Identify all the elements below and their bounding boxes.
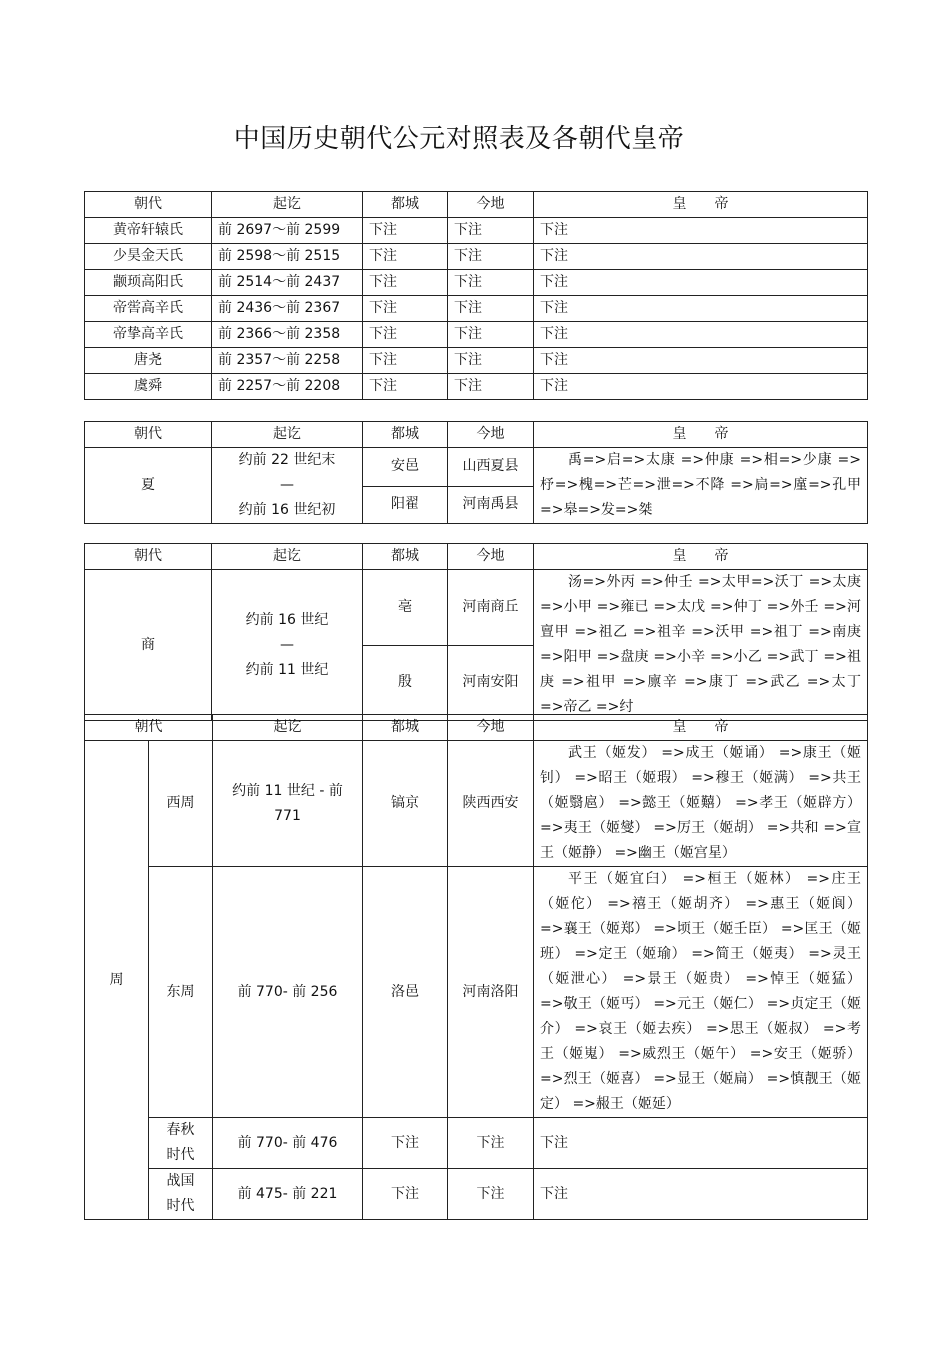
legendary-table xyxy=(84,191,868,400)
dynasty-today: 下注 xyxy=(448,374,534,400)
dynasty-emperor: 下注 xyxy=(534,244,868,270)
period-start: 约前 22 世纪末 xyxy=(238,452,336,468)
xia-table xyxy=(84,421,868,524)
dynasty-name: 帝挚高辛氏 xyxy=(85,322,212,348)
zhou-table xyxy=(84,714,868,1220)
dynasty-capital: 下注 xyxy=(363,296,448,322)
header-emperor: 皇 帝 xyxy=(534,544,868,570)
dynasty-emperor: 下注 xyxy=(534,270,868,296)
period-separator: — xyxy=(280,636,294,653)
dynasty-name: 颛顼高阳氏 xyxy=(85,270,212,296)
header-emperor: 皇 帝 xyxy=(534,192,868,218)
dynasty-name: 少昊金天氏 xyxy=(85,244,212,270)
dynasty-period: 前 2357～前 2258 xyxy=(212,348,363,374)
period-separator: — xyxy=(280,477,294,493)
table-header-row xyxy=(85,715,868,741)
table-row xyxy=(85,741,868,867)
dynasty-today: 下注 xyxy=(448,296,534,322)
dynasty-emperor: 下注 xyxy=(534,374,868,400)
dynasty-name: 黄帝轩辕氏 xyxy=(85,218,212,244)
table-row xyxy=(85,570,868,646)
table-row xyxy=(85,322,868,348)
dynasty-name: 周 xyxy=(85,741,149,1220)
dynasty-today: 下注 xyxy=(448,1118,534,1169)
table-row xyxy=(85,348,868,374)
dynasty-capital: 殷 xyxy=(363,645,448,721)
dynasty-period: 前 475- 前 221 xyxy=(213,1169,363,1220)
dynasty-period: 前 2257～前 2208 xyxy=(212,374,363,400)
sub-dynasty-name: 东周 xyxy=(149,867,213,1118)
dynasty-emperors: 禹=>启=>太康 =>仲康 =>相=>少康 =>杼=>槐=>芒=>泄=>不降 =>扃=>廑=>孔甲 =>皋=>发=>桀 xyxy=(534,448,868,524)
dynasty-today: 下注 xyxy=(448,1169,534,1220)
dynasty-name: 虞舜 xyxy=(85,374,212,400)
dynasty-name: 帝喾高辛氏 xyxy=(85,296,212,322)
header-today: 今地 xyxy=(448,544,534,570)
dynasty-today: 河南禹县 xyxy=(448,486,534,524)
dynasty-emperors: 武王（姬发） =>成王（姬诵） =>康王（姬钊） =>昭王（姬瑕） =>穆王（姬满） =>共王（姬翳扈） =>懿王（姬囏） =>孝王（姬辟方） =>夷王（姬燮） =>厉王（姬胡） =>共和 =>宣王（姬静） =>幽王（姬宫星） xyxy=(534,741,868,867)
dynasty-period xyxy=(212,448,363,524)
dynasty-today: 下注 xyxy=(448,322,534,348)
dynasty-capital: 下注 xyxy=(363,218,448,244)
dynasty-capital: 下注 xyxy=(363,322,448,348)
dynasty-emperors: 平王（姬宜臼） =>桓王（姬林） =>庄王（姬佗） =>禧王（姬胡齐） =>惠王（姬阆） =>襄王（姬郑） =>顷王（姬壬臣） =>匡王（姬班） =>定王（姬瑜） =>简王（姬夷） =>灵王（姬泄心） =>景王（姬贵） =>悼王（姬猛） =>敬王（姬丐） =>元王（姬仁） =>贞定王（姬介） =>哀王（姬去疾） =>思王（姬叔） =>考王（姬嵬） =>威烈王（姬午） =>安王（姬骄） =>烈王（姬喜） =>显王（姬扁） =>慎靓王（姬定） =>赧王（姬延） xyxy=(534,867,868,1118)
header-dynasty: 朝代 xyxy=(85,422,212,448)
dynasty-period xyxy=(212,570,363,721)
table-header-row xyxy=(85,422,868,448)
period-start: 约前 16 世纪 xyxy=(245,611,329,628)
header-today: 今地 xyxy=(448,192,534,218)
dynasty-today: 下注 xyxy=(448,218,534,244)
sub-dynasty-name: 战国 时代 xyxy=(149,1169,213,1220)
dynasty-capital: 镐京 xyxy=(363,741,448,867)
table-row xyxy=(85,1169,868,1220)
page-title: 中国历史朝代公元对照表及各朝代皇帝 xyxy=(233,124,685,154)
period-end: 约前 16 世纪初 xyxy=(238,502,336,518)
dynasty-period: 前 2514～前 2437 xyxy=(212,270,363,296)
dynasty-period: 约前 11 世纪 - 前 771 xyxy=(213,741,363,867)
header-capital: 都城 xyxy=(363,192,448,218)
dynasty-capital: 下注 xyxy=(363,1118,448,1169)
dynasty-capital: 亳 xyxy=(363,570,448,646)
table-row xyxy=(85,244,868,270)
header-capital: 都城 xyxy=(363,715,448,741)
dynasty-emperor: 下注 xyxy=(534,218,868,244)
header-capital: 都城 xyxy=(363,422,448,448)
header-period: 起讫 xyxy=(212,544,363,570)
header-dynasty: 朝代 xyxy=(85,715,213,741)
table-row xyxy=(85,270,868,296)
dynasty-capital: 下注 xyxy=(363,374,448,400)
header-emperor: 皇 帝 xyxy=(534,422,868,448)
dynasty-emperor: 下注 xyxy=(534,322,868,348)
table-header-row xyxy=(85,192,868,218)
dynasty-today: 河南安阳 xyxy=(448,645,534,721)
header-period: 起讫 xyxy=(213,715,363,741)
sub-dynasty-name: 西周 xyxy=(149,741,213,867)
dynasty-emperor: 下注 xyxy=(534,296,868,322)
dynasty-capital: 下注 xyxy=(363,1169,448,1220)
table-row xyxy=(85,374,868,400)
table-row xyxy=(85,867,868,1118)
header-period: 起讫 xyxy=(212,192,363,218)
dynasty-capital: 安邑 xyxy=(363,448,448,487)
dynasty-today: 下注 xyxy=(448,244,534,270)
header-emperor: 皇 帝 xyxy=(534,715,868,741)
dynasty-today: 山西夏县 xyxy=(448,448,534,487)
dynasty-today: 河南商丘 xyxy=(448,570,534,646)
table-row xyxy=(85,296,868,322)
table-row xyxy=(85,1118,868,1169)
dynasty-name: 商 xyxy=(85,570,212,721)
shang-table xyxy=(84,543,868,721)
table-header-row xyxy=(85,544,868,570)
header-capital: 都城 xyxy=(363,544,448,570)
table-row xyxy=(85,218,868,244)
dynasty-name: 夏 xyxy=(85,448,212,524)
header-today: 今地 xyxy=(448,715,534,741)
dynasty-emperors: 下注 xyxy=(534,1118,868,1169)
header-dynasty: 朝代 xyxy=(85,544,212,570)
sub-dynasty-name: 春秋 时代 xyxy=(149,1118,213,1169)
dynasty-today: 下注 xyxy=(448,348,534,374)
dynasty-capital: 下注 xyxy=(363,348,448,374)
dynasty-emperors: 下注 xyxy=(534,1169,868,1220)
dynasty-capital: 下注 xyxy=(363,270,448,296)
header-dynasty: 朝代 xyxy=(85,192,212,218)
dynasty-capital: 洛邑 xyxy=(363,867,448,1118)
dynasty-today: 河南洛阳 xyxy=(448,867,534,1118)
header-period: 起讫 xyxy=(212,422,363,448)
dynasty-period: 前 2366～前 2358 xyxy=(212,322,363,348)
dynasty-emperor: 下注 xyxy=(534,348,868,374)
dynasty-capital: 阳翟 xyxy=(363,486,448,524)
dynasty-period: 前 770- 前 476 xyxy=(213,1118,363,1169)
period-end: 约前 11 世纪 xyxy=(245,661,329,678)
dynasty-today: 下注 xyxy=(448,270,534,296)
dynasty-period: 前 2598～前 2515 xyxy=(212,244,363,270)
dynasty-capital: 下注 xyxy=(363,244,448,270)
dynasty-period: 前 770- 前 256 xyxy=(213,867,363,1118)
table-row xyxy=(85,448,868,487)
header-today: 今地 xyxy=(448,422,534,448)
dynasty-name: 唐尧 xyxy=(85,348,212,374)
dynasty-today: 陕西西安 xyxy=(448,741,534,867)
dynasty-period: 前 2697～前 2599 xyxy=(212,218,363,244)
dynasty-period: 前 2436～前 2367 xyxy=(212,296,363,322)
dynasty-emperors: 汤=>外丙 =>仲壬 =>太甲=>沃丁 =>太庚 =>小甲 =>雍已 =>太戊 =>仲丁 =>外壬 =>河亶甲 =>祖乙 =>祖辛 =>沃甲 =>祖丁 =>南庚 =>阳甲 =>盘庚 =>小辛 =>小乙 =>武丁 =>祖庚 =>祖甲 =>廪辛 =>康丁 =>武乙 =>太丁 =>帝乙 =>纣 xyxy=(534,570,868,721)
